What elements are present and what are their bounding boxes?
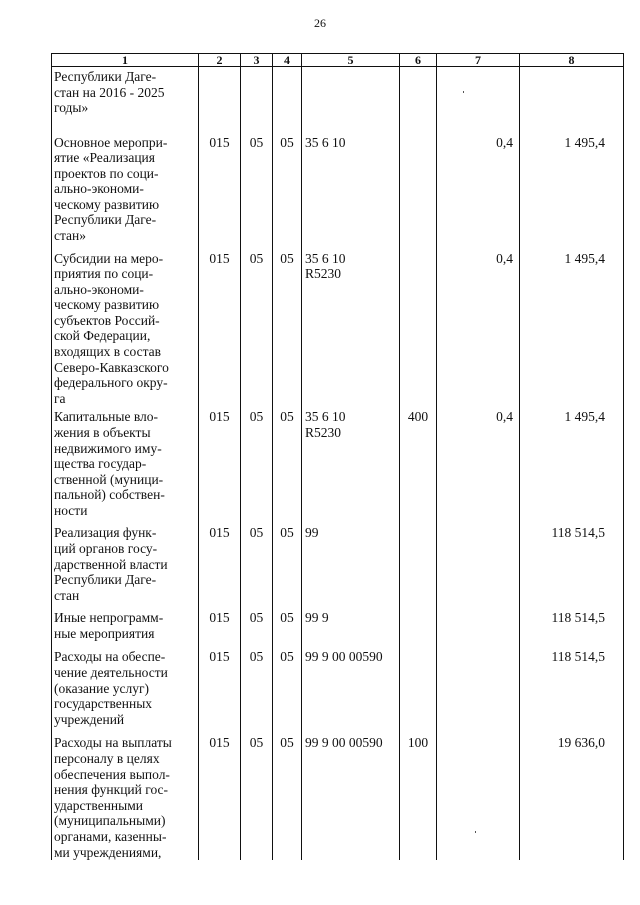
col-header-6: 6 xyxy=(400,54,437,67)
expense-type-code xyxy=(400,522,437,607)
ministry-code: 015 xyxy=(199,607,241,646)
amount-col7: 0,4 xyxy=(437,132,520,248)
amount-col8: 118 514,5 xyxy=(520,607,624,646)
ministry-code: 015 xyxy=(199,732,241,860)
scan-mark xyxy=(463,91,464,93)
col-header-5: 5 xyxy=(302,54,400,67)
page-number: 26 xyxy=(314,16,326,30)
amount-col8 xyxy=(520,67,624,132)
table-row xyxy=(52,248,624,407)
table-row xyxy=(52,646,624,732)
subsection-code: 05 xyxy=(273,607,302,646)
target-article-code: 99 9 00 00590 xyxy=(302,732,400,860)
expense-type-code xyxy=(400,248,437,407)
header-row xyxy=(52,54,624,67)
amount-col7: 0,4 xyxy=(437,248,520,407)
ministry-code: 015 xyxy=(199,248,241,407)
target-article-code: 99 xyxy=(302,522,400,607)
subsection-code: 05 xyxy=(273,406,302,522)
item-name: Республики Даге- стан на 2016 - 2025 годы» xyxy=(52,67,199,132)
item-name: Субсидии на меро- приятия по соци- ально-экономи- ческому развитию субъектов Россий- ской Федерации, входящих в состав Северо-Кавказского федерального окру- га xyxy=(52,248,199,407)
subsection-code: 05 xyxy=(273,646,302,732)
scan-mark xyxy=(475,831,476,833)
target-article-code: 99 9 00 00590 xyxy=(302,646,400,732)
ministry-code: 015 xyxy=(199,406,241,522)
section-code: 05 xyxy=(241,132,273,248)
amount-col8: 118 514,5 xyxy=(520,522,624,607)
col-header-7: 7 xyxy=(437,54,520,67)
section-code: 05 xyxy=(241,248,273,407)
amount-col8: 118 514,5 xyxy=(520,646,624,732)
amount-col7 xyxy=(437,646,520,732)
target-article-code: 99 9 xyxy=(302,607,400,646)
target-article-code: 35 6 10 xyxy=(302,132,400,248)
amount-col7 xyxy=(437,522,520,607)
target-article-code xyxy=(302,67,400,132)
ministry-code xyxy=(199,67,241,132)
section-code: 05 xyxy=(241,732,273,860)
item-name: Реализация функ- ций органов госу- дарственной власти Республики Даге- стан xyxy=(52,522,199,607)
table-row xyxy=(52,132,624,248)
item-name: Иные непрограмм- ные мероприятия xyxy=(52,607,199,646)
col-header-1: 1 xyxy=(52,54,199,67)
section-code: 05 xyxy=(241,607,273,646)
section-code: 05 xyxy=(241,522,273,607)
target-article-code: 35 6 10 R5230 xyxy=(302,406,400,522)
item-name: Капитальные вло- жения в объекты недвижимого иму- щества государ- ственной (муници- пальной) собствен- ности xyxy=(52,406,199,522)
table-row xyxy=(52,607,624,646)
subsection-code: 05 xyxy=(273,732,302,860)
col-header-4: 4 xyxy=(273,54,302,67)
target-article-code: 35 6 10 R5230 xyxy=(302,248,400,407)
subsection-code: 05 xyxy=(273,522,302,607)
expense-type-code xyxy=(400,132,437,248)
item-name: Расходы на выплаты персоналу в целях обеспечения выпол- нения функций гос- ударственными (муниципальными) органами, казенны- ми учреждениями, xyxy=(52,732,199,860)
table-row xyxy=(52,522,624,607)
subsection-code xyxy=(273,67,302,132)
expense-type-code xyxy=(400,646,437,732)
amount-col8: 19 636,0 xyxy=(520,732,624,860)
section-code: 05 xyxy=(241,646,273,732)
budget-table xyxy=(51,53,624,860)
amount-col8: 1 495,4 xyxy=(520,132,624,248)
section-code xyxy=(241,67,273,132)
expense-type-code xyxy=(400,67,437,132)
section-code: 05 xyxy=(241,406,273,522)
item-name: Основное меропри- ятие «Реализация проектов по соци- ально-экономи- ческому развитию Республики Даге- стан» xyxy=(52,132,199,248)
amount-col7: 0,4 xyxy=(437,406,520,522)
col-header-8: 8 xyxy=(520,54,624,67)
amount-col8: 1 495,4 xyxy=(520,406,624,522)
amount-col8: 1 495,4 xyxy=(520,248,624,407)
subsection-code: 05 xyxy=(273,248,302,407)
amount-col7 xyxy=(437,607,520,646)
table-row xyxy=(52,406,624,522)
ministry-code: 015 xyxy=(199,646,241,732)
col-header-2: 2 xyxy=(199,54,241,67)
table-row xyxy=(52,732,624,860)
ministry-code: 015 xyxy=(199,132,241,248)
expense-type-code xyxy=(400,607,437,646)
amount-col7 xyxy=(437,67,520,132)
col-header-3: 3 xyxy=(241,54,273,67)
ministry-code: 015 xyxy=(199,522,241,607)
expense-type-code: 100 xyxy=(400,732,437,860)
amount-col7 xyxy=(437,732,520,860)
item-name: Расходы на обеспе- чение деятельности (оказание услуг) государственных учреждений xyxy=(52,646,199,732)
subsection-code: 05 xyxy=(273,132,302,248)
table-body xyxy=(52,67,624,861)
table-row xyxy=(52,67,624,132)
expense-type-code: 400 xyxy=(400,406,437,522)
